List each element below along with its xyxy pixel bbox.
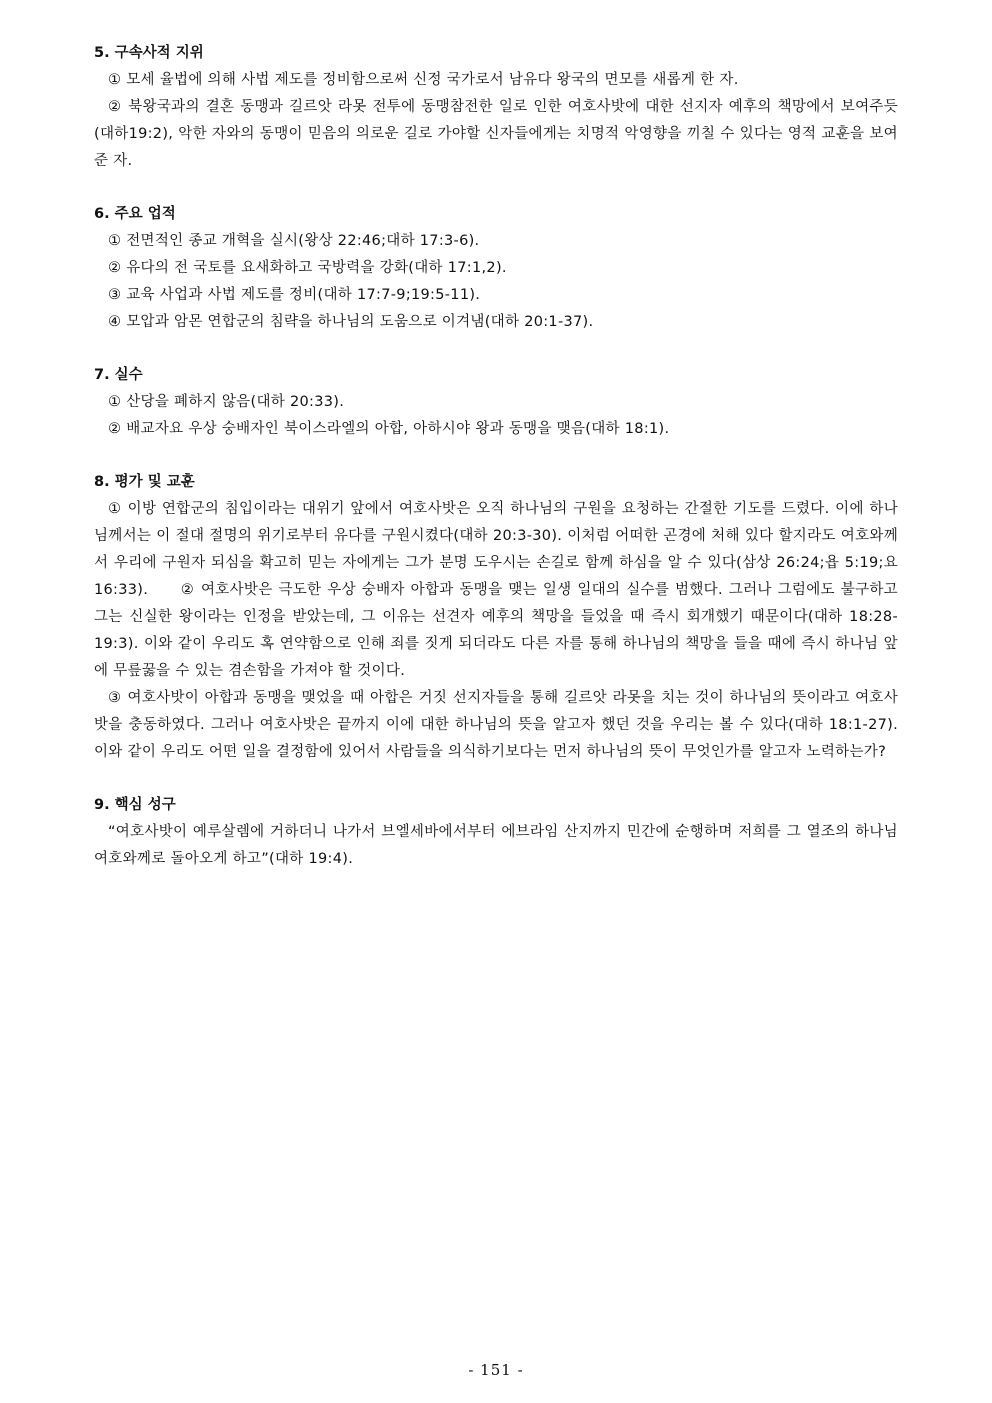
section-key-verse [94,792,898,873]
paragraph: ① 모세 율법에 의해 사법 제도를 정비함으로써 신정 국가로서 남유다 왕국의 면모를 새롭게 한 자. [108,72,739,88]
section-evaluation-lessons [94,469,898,766]
paragraph: ① 이방 연합군의 침입이라는 대위기 앞에서 여호사밧은 오직 하나님의 구원을 요청하는 간절한 기도를 드렸다. 이에 하나님께서는 이 절대 절명의 위기로부터 유다를 구원시켰다(대하 20:3-30). 이처럼 어떠한 곤경에 처해 있다 할지라도 여호와께서 우리에 구원자 되심을 확고히 믿는 자에게는 그가 분명 도우시는 손길로 함께 하심을 알 수 있다(삼상 26:24;욥 5:19;요 16:33). ② 여호사밧은 극도한 우상 숭배자 아합과 동맹을 맺는 일생 일대의 실수를 범했다. 그러나 그럼에도 불구하고 그는 신실한 왕이라는 인정을 받았는데, 그 이유는 선견자 예후의 책망을 들었을 때 즉시 회개했기 때문이다(대하 18:28-19:3). 이와 같이 우리도 혹 연약함으로 인해 죄를 짓게 되더라도 다른 자를 통해 하나님의 책망을 들을 때에 즉시 하나님 앞에 무릎꿇을 수 있는 겸손함을 가져야 할 것이다. [94,501,898,679]
section-heading: 6. 주요 업적 [94,206,176,222]
list-item: ④ 모압과 암몬 연합군의 침략을 하나님의 도움으로 이겨냄(대하 20:1-37). [108,314,594,330]
document-body [94,40,898,899]
list-item: ① 산당을 폐하지 않음(대하 20:33). [108,394,345,410]
list-item: ① 전면적인 종교 개혁을 실시(왕상 22:46;대하 17:3-6). [108,233,480,249]
section-redemptive-status [94,40,898,175]
list-item: ③ 교육 사업과 사법 제도를 정비(대하 17:7-9;19:5-11). [108,287,481,303]
list-item: ② 유다의 전 국토를 요새화하고 국방력을 강화(대하 17:1,2). [108,260,507,276]
paragraph: ③ 여호사밧이 아합과 동맹을 맺었을 때 아합은 거짓 선지자들을 통해 길르앗 라못을 치는 것이 하나님의 뜻이라고 여호사밧을 충동하였다. 그러나 여호사밧은 끝까지 이에 대한 하나님의 뜻을 알고자 했던 것을 우리는 볼 수 있다(대하 18:1-27). 이와 같이 우리도 어떤 일을 결정함에 있어서 사람들을 의식하기보다는 먼저 하나님의 뜻이 무엇인가를 알고자 노력하는가? [94,690,898,760]
section-major-achievements [94,201,898,336]
section-heading: 9. 핵심 성구 [94,797,176,813]
key-verse-quote: “여호사밧이 예루살렘에 거하더니 나가서 브엘세바에서부터 에브라임 산지까지 민간에 순행하며 저희를 그 열조의 하나님 여호와께로 돌아오게 하고”(대하 19:4). [94,824,898,867]
section-heading: 5. 구속사적 지위 [94,45,204,61]
section-heading: 7. 실수 [94,367,143,383]
section-mistakes [94,362,898,443]
page-number: - 151 - [468,1361,524,1379]
section-heading: 8. 평가 및 교훈 [94,474,195,490]
list-item: ② 배교자요 우상 숭배자인 북이스라엘의 아합, 아하시야 왕과 동맹을 맺음(대하 18:1). [108,421,670,437]
paragraph: ② 북왕국과의 결혼 동맹과 길르앗 라못 전투에 동맹참전한 일로 인한 여호사밧에 대한 선지자 예후의 책망에서 보여주듯(대하19:2), 악한 자와의 동맹이 믿음의 의로운 길로 가야할 신자들에게는 치명적 악영향을 끼칠 수 있다는 영적 교훈을 보여준 자. [94,99,898,169]
